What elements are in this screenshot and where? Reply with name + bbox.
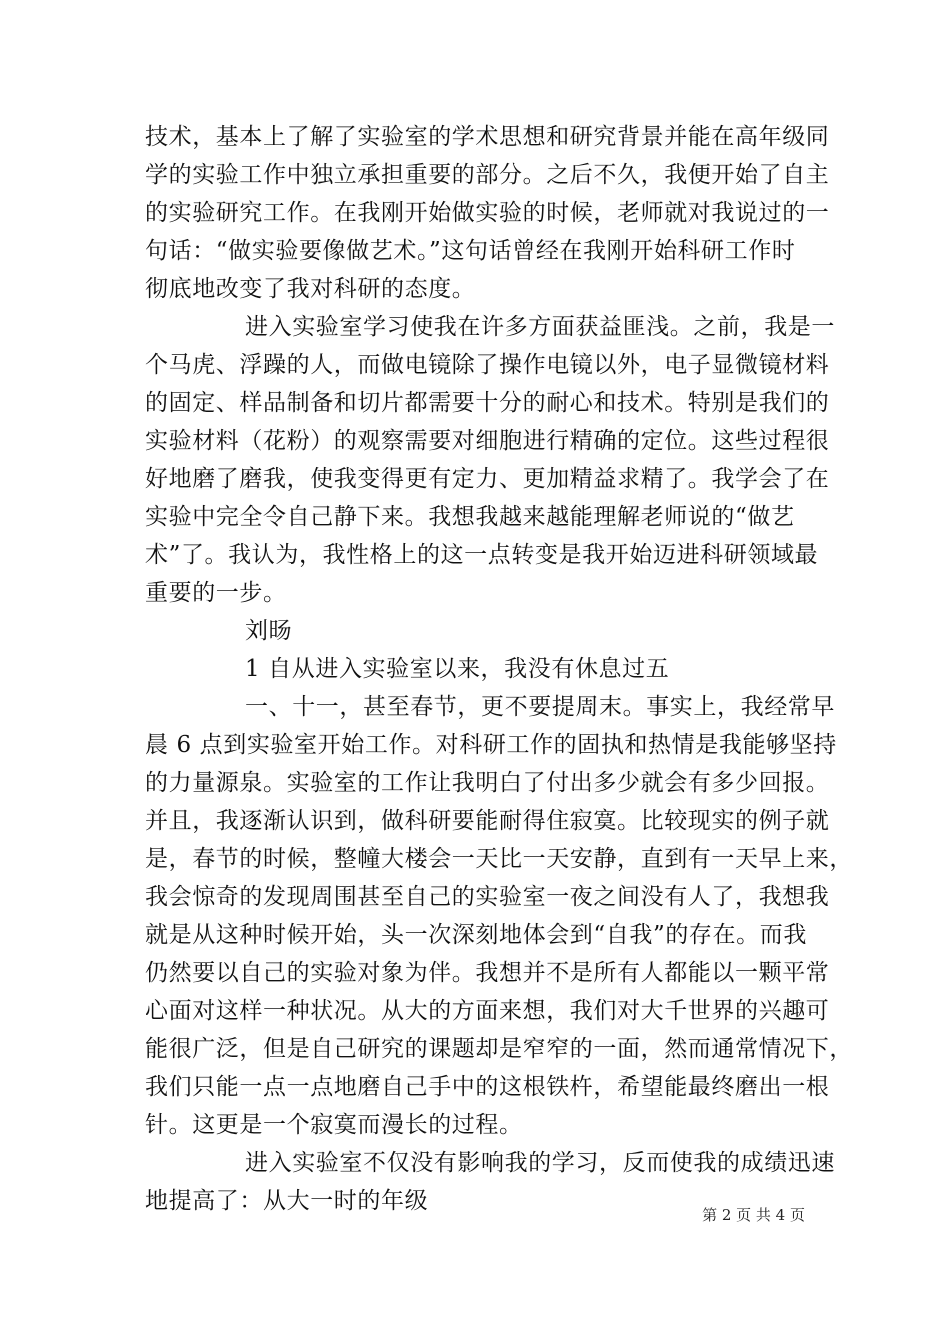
text-line: 的力量源泉。实验室的工作让我明白了付出多少就会有多少回报。 (145, 770, 830, 796)
text-line: 技术，基本上了解了实验室的学术思想和研究背景并能在高年级同 (145, 124, 830, 150)
text-line: 我会惊奇的发现周围甚至自己的实验室一夜之间没有人了，我想我 (145, 884, 830, 910)
text-line: 学的实验工作中独立承担重要的部分。之后不久，我便开始了自主 (145, 162, 830, 188)
document-body (145, 118, 853, 1220)
text-line: 仍然要以自己的实验对象为伴。我想并不是所有人都能以一颗平常 (145, 960, 830, 986)
text-line: 好地磨了磨我，使我变得更有定力、更加精益求精了。我学会了在 (145, 466, 830, 492)
page-footer (0, 1204, 950, 1226)
text-line: 并且，我逐渐认识到，做科研要能耐得住寂寞。比较现实的例子就 (145, 808, 830, 834)
text-line: 就是从这种时候开始，头一次深刻地体会到“自我”的存在。而我 (145, 922, 807, 948)
text-line: 是，春节的时候，整幢大楼会一天比一天安静，直到有一天早上来， (145, 846, 853, 872)
text-line: 彻底地改变了我对科研的态度。 (145, 276, 476, 302)
text-line: 的固定、样品制备和切片都需要十分的耐心和技术。特别是我们的 (145, 390, 830, 416)
text-line: 句话：“做实验要像做艺术。”这句话曾经在我刚开始科研工作时 (145, 238, 796, 264)
text-line: 我们只能一点一点地磨自己手中的这根铁杵，希望能最终磨出一根 (145, 1074, 830, 1100)
text-line: 一、十一，甚至春节，更不要提周末。事实上，我经常早 (245, 694, 835, 720)
text-line: 进入实验室学习使我在许多方面获益匪浅。之前，我是一 (245, 314, 835, 340)
text-line: 能很广泛，但是自己研究的课题却是窄窄的一面，然而通常情况下， (145, 1036, 853, 1062)
text-line: 刘旸 (245, 618, 293, 644)
text-line: 针。这更是一个寂寞而漫长的过程。 (145, 1112, 523, 1138)
text-line: 实验材料（花粉）的观察需要对细胞进行精确的定位。这些过程很 (145, 428, 830, 454)
text-line: 心面对这样一种状况。从大的方面来想，我们对大千世界的兴趣可 (145, 998, 830, 1024)
text-line: 的实验研究工作。在我刚开始做实验的时候，老师就对我说过的一 (145, 200, 830, 226)
text-line: 实验中完全令自己静下来。我想我越来越能理解老师说的“做艺 (145, 504, 795, 530)
text-line: 晨 6 点到实验室开始工作。对科研工作的固执和热情是我能够坚持 (145, 732, 837, 758)
text-line: 1 自从进入实验室以来，我没有休息过五 (245, 656, 670, 682)
text-line: 术”了。我认为，我性格上的这一点转变是我开始迈进科研领域最 (145, 542, 819, 568)
text-line: 重要的一步。 (145, 580, 287, 606)
text-line: 进入实验室不仅没有影响我的学习，反而使我的成绩迅速 (245, 1150, 835, 1176)
text-line: 个马虎、浮躁的人，而做电镜除了操作电镜以外，电子显微镜材料 (145, 352, 830, 378)
text-line: 地提高了：从大一时的年级 (145, 1188, 429, 1214)
page-number: 第 2 页 共 4 页 (702, 1206, 805, 1224)
